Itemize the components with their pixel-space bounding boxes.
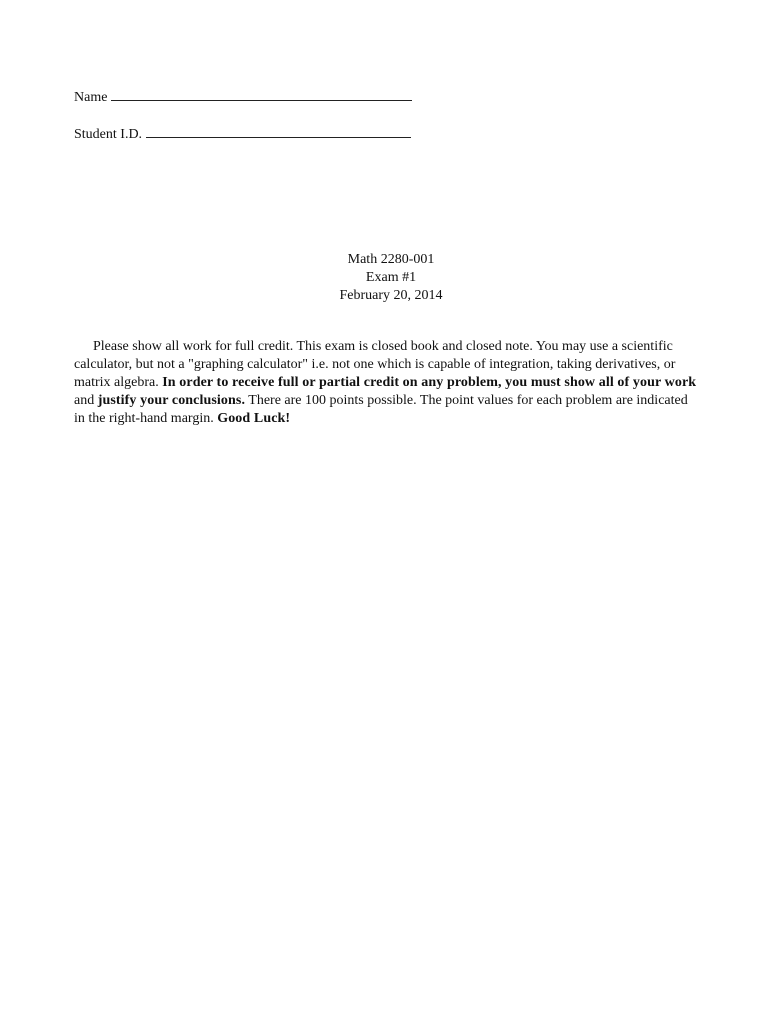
name-blank-line[interactable] xyxy=(111,88,412,101)
student-id-field[interactable] xyxy=(74,125,411,143)
instructions-bold-justify: justify your conclusions. xyxy=(97,393,246,408)
student-id-label: Student I.D. xyxy=(74,127,143,142)
exam-heading xyxy=(0,251,770,305)
instructions-good-luck: Good Luck! xyxy=(217,411,291,426)
instructions-text-2: and xyxy=(74,393,98,408)
name-field[interactable] xyxy=(74,88,412,106)
name-label: Name xyxy=(74,90,108,105)
instructions-bold-credit: In order to receive full or partial credit on any problem, you must show all of your work xyxy=(162,375,697,390)
instructions-text-1: Please show all work for full credit. This exam is closed book and closed note. You may use a scientific calculator, but not a "graphing calculator" i.e. not one which is capable of integration, taking derivatives, or matrix algebra. xyxy=(74,339,676,390)
exam-instructions xyxy=(74,338,698,428)
student-id-blank-line[interactable] xyxy=(146,125,411,138)
exam-number: Exam #1 xyxy=(365,270,417,285)
course-title: Math 2280-001 xyxy=(347,252,435,267)
instructions-text-3: There are 100 points possible. The point values for each problem are indicated in the right-hand margin. xyxy=(74,393,688,426)
exam-date: February 20, 2014 xyxy=(339,288,443,303)
